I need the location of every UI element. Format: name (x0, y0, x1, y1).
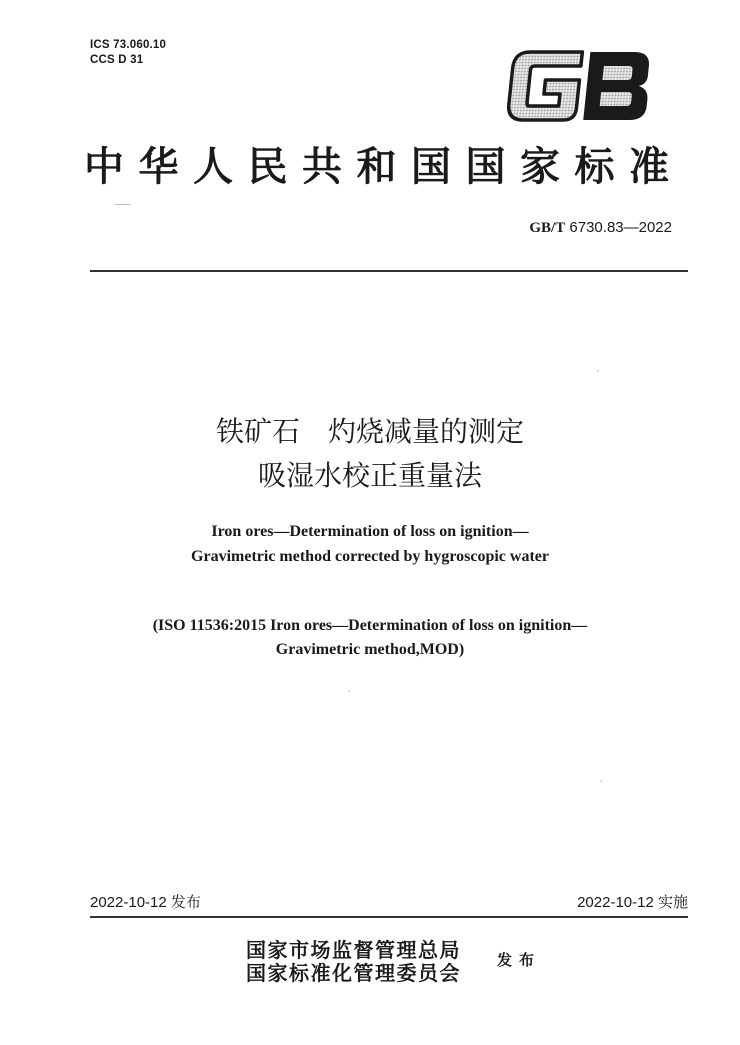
scan-speck (600, 780, 602, 782)
implement-date: 2022-10-12 实施 (577, 894, 688, 911)
issuer-samr: 国家市场监督管理总局 (246, 938, 461, 962)
chinese-title-line-1: 铁矿石 灼烧减量的测定 (215, 415, 524, 448)
classification-codes (90, 38, 166, 68)
publish-date: 2022-10-12 发布 (90, 894, 201, 911)
standard-number-value: 6730.83—2022 (565, 219, 672, 236)
issue-label: 发布 (497, 951, 542, 969)
iso-reference-line-1: (ISO 11536:2015 Iron ores—Determination of loss on ignition— (152, 617, 588, 634)
gb-logo-icon (505, 46, 655, 124)
national-standard-title: 中华人民共和国国家标准 (84, 143, 684, 190)
decorative-dash (115, 204, 130, 205)
ics-code: ICS 73.060.10 (90, 39, 167, 51)
top-divider (90, 270, 688, 272)
issuing-authorities (246, 939, 461, 985)
english-title-line-1: Iron ores—Determination of loss on ignition— (211, 523, 529, 540)
ccs-code: CCS D 31 (90, 54, 144, 66)
standard-number (529, 219, 672, 237)
standard-number-prefix: GB/T (529, 220, 566, 236)
scan-speck (597, 370, 599, 372)
bottom-divider (90, 916, 688, 918)
english-title-line-2: Gravimetric method corrected by hygroscopic water (191, 548, 549, 565)
issuer-sac: 国家标准化管理委员会 (246, 961, 461, 985)
scan-speck (348, 690, 350, 692)
iso-reference-line-2: Gravimetric method,MOD) (275, 641, 465, 658)
chinese-title-line-2: 吸湿水校正重量法 (257, 459, 482, 492)
